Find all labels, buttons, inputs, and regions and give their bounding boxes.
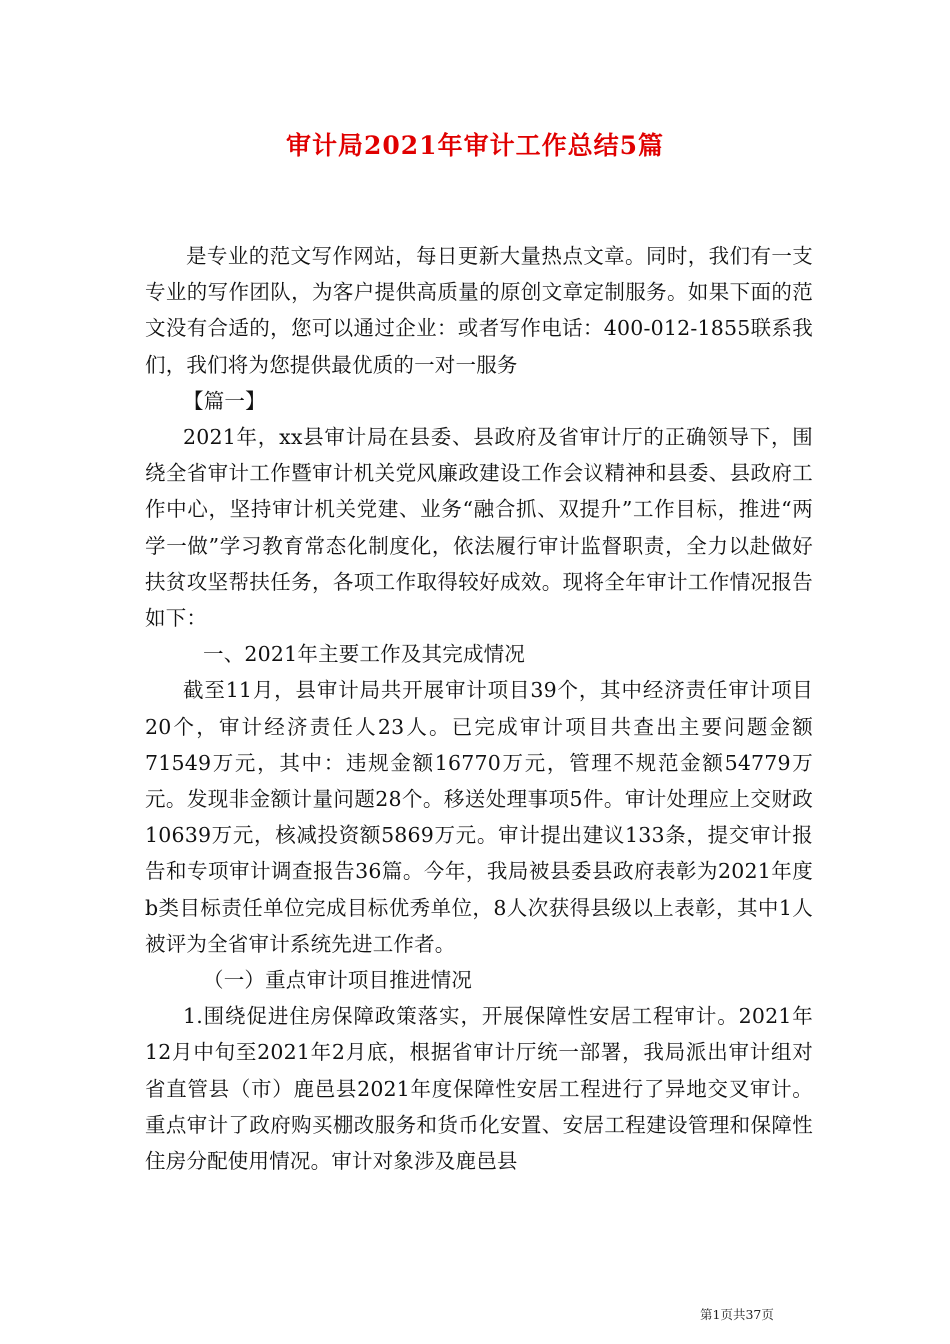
body-paragraph: 1.围绕促进住房保障政策落实，开展保障性安居工程审计。2021年12月中旬至2021年2月底，根据省审计厅统一部署，我局派出审计组对省直管县（市）鹿邑县2021年度保障性安居工程进行了异地交叉审计。重点审计了政府购买棚改服务和货币化安置、安居工程建设管理和保障性住房分配使用情况。审计对象涉及鹿邑县 [145, 1004, 813, 1174]
page-number: 第1页共37页 [700, 1307, 774, 1322]
body-paragraph: 截至11月，县审计局共开展审计项目39个，其中经济责任审计项目20个，审计经济责任人23人。已完成审计项目共查出主要问题金额71549万元，其中：违规金额16770万元，管理不规范金额54779万元。发现非金额计量问题28个。移送处理事项5件。审计处理应上交财政10639万元，核减投资额5869万元。审计提出建议133条，提交审计报告和专项审计调查报告36篇。今年，我局被县委县政府表彰为2021年度b类目标责任单位完成目标优秀单位，8人次获得县级以上表彰，其中1人被评为全省审计系统先进工作者。 [145, 678, 813, 956]
document-title: 审计局2021年审计工作总结5篇 [286, 131, 664, 160]
body-paragraph: 2021年，xx县审计局在县委、县政府及省审计厅的正确领导下，围绕全省审计工作暨审计机关党风廉政建设工作会议精神和县委、县政府工作中心，坚持审计机关党建、业务“融合抓、双提升”工作目标，推进“两学一做”学习教育常态化制度化，依法履行审计监督职责，全力以赴做好扶贫攻坚帮扶任务，各项工作取得较好成效。现将全年审计工作情况报告如下： [145, 425, 813, 631]
document-body [145, 238, 813, 1179]
section-heading: 一、2021年主要工作及其完成情况 [203, 642, 526, 667]
subsection-heading: （一）重点审计项目推进情况 [203, 968, 473, 993]
section-label: 【篇一】 [183, 388, 266, 413]
intro-paragraph: 是专业的范文写作网站，每日更新大量热点文章。同时，我们有一支专业的写作团队，为客户提供高质量的原创文章定制服务。如果下面的范文没有合适的，您可以通过企业：或者写作电话：400-012-1855联系我们，我们将为您提供最优质的一对一服务 [145, 244, 813, 377]
